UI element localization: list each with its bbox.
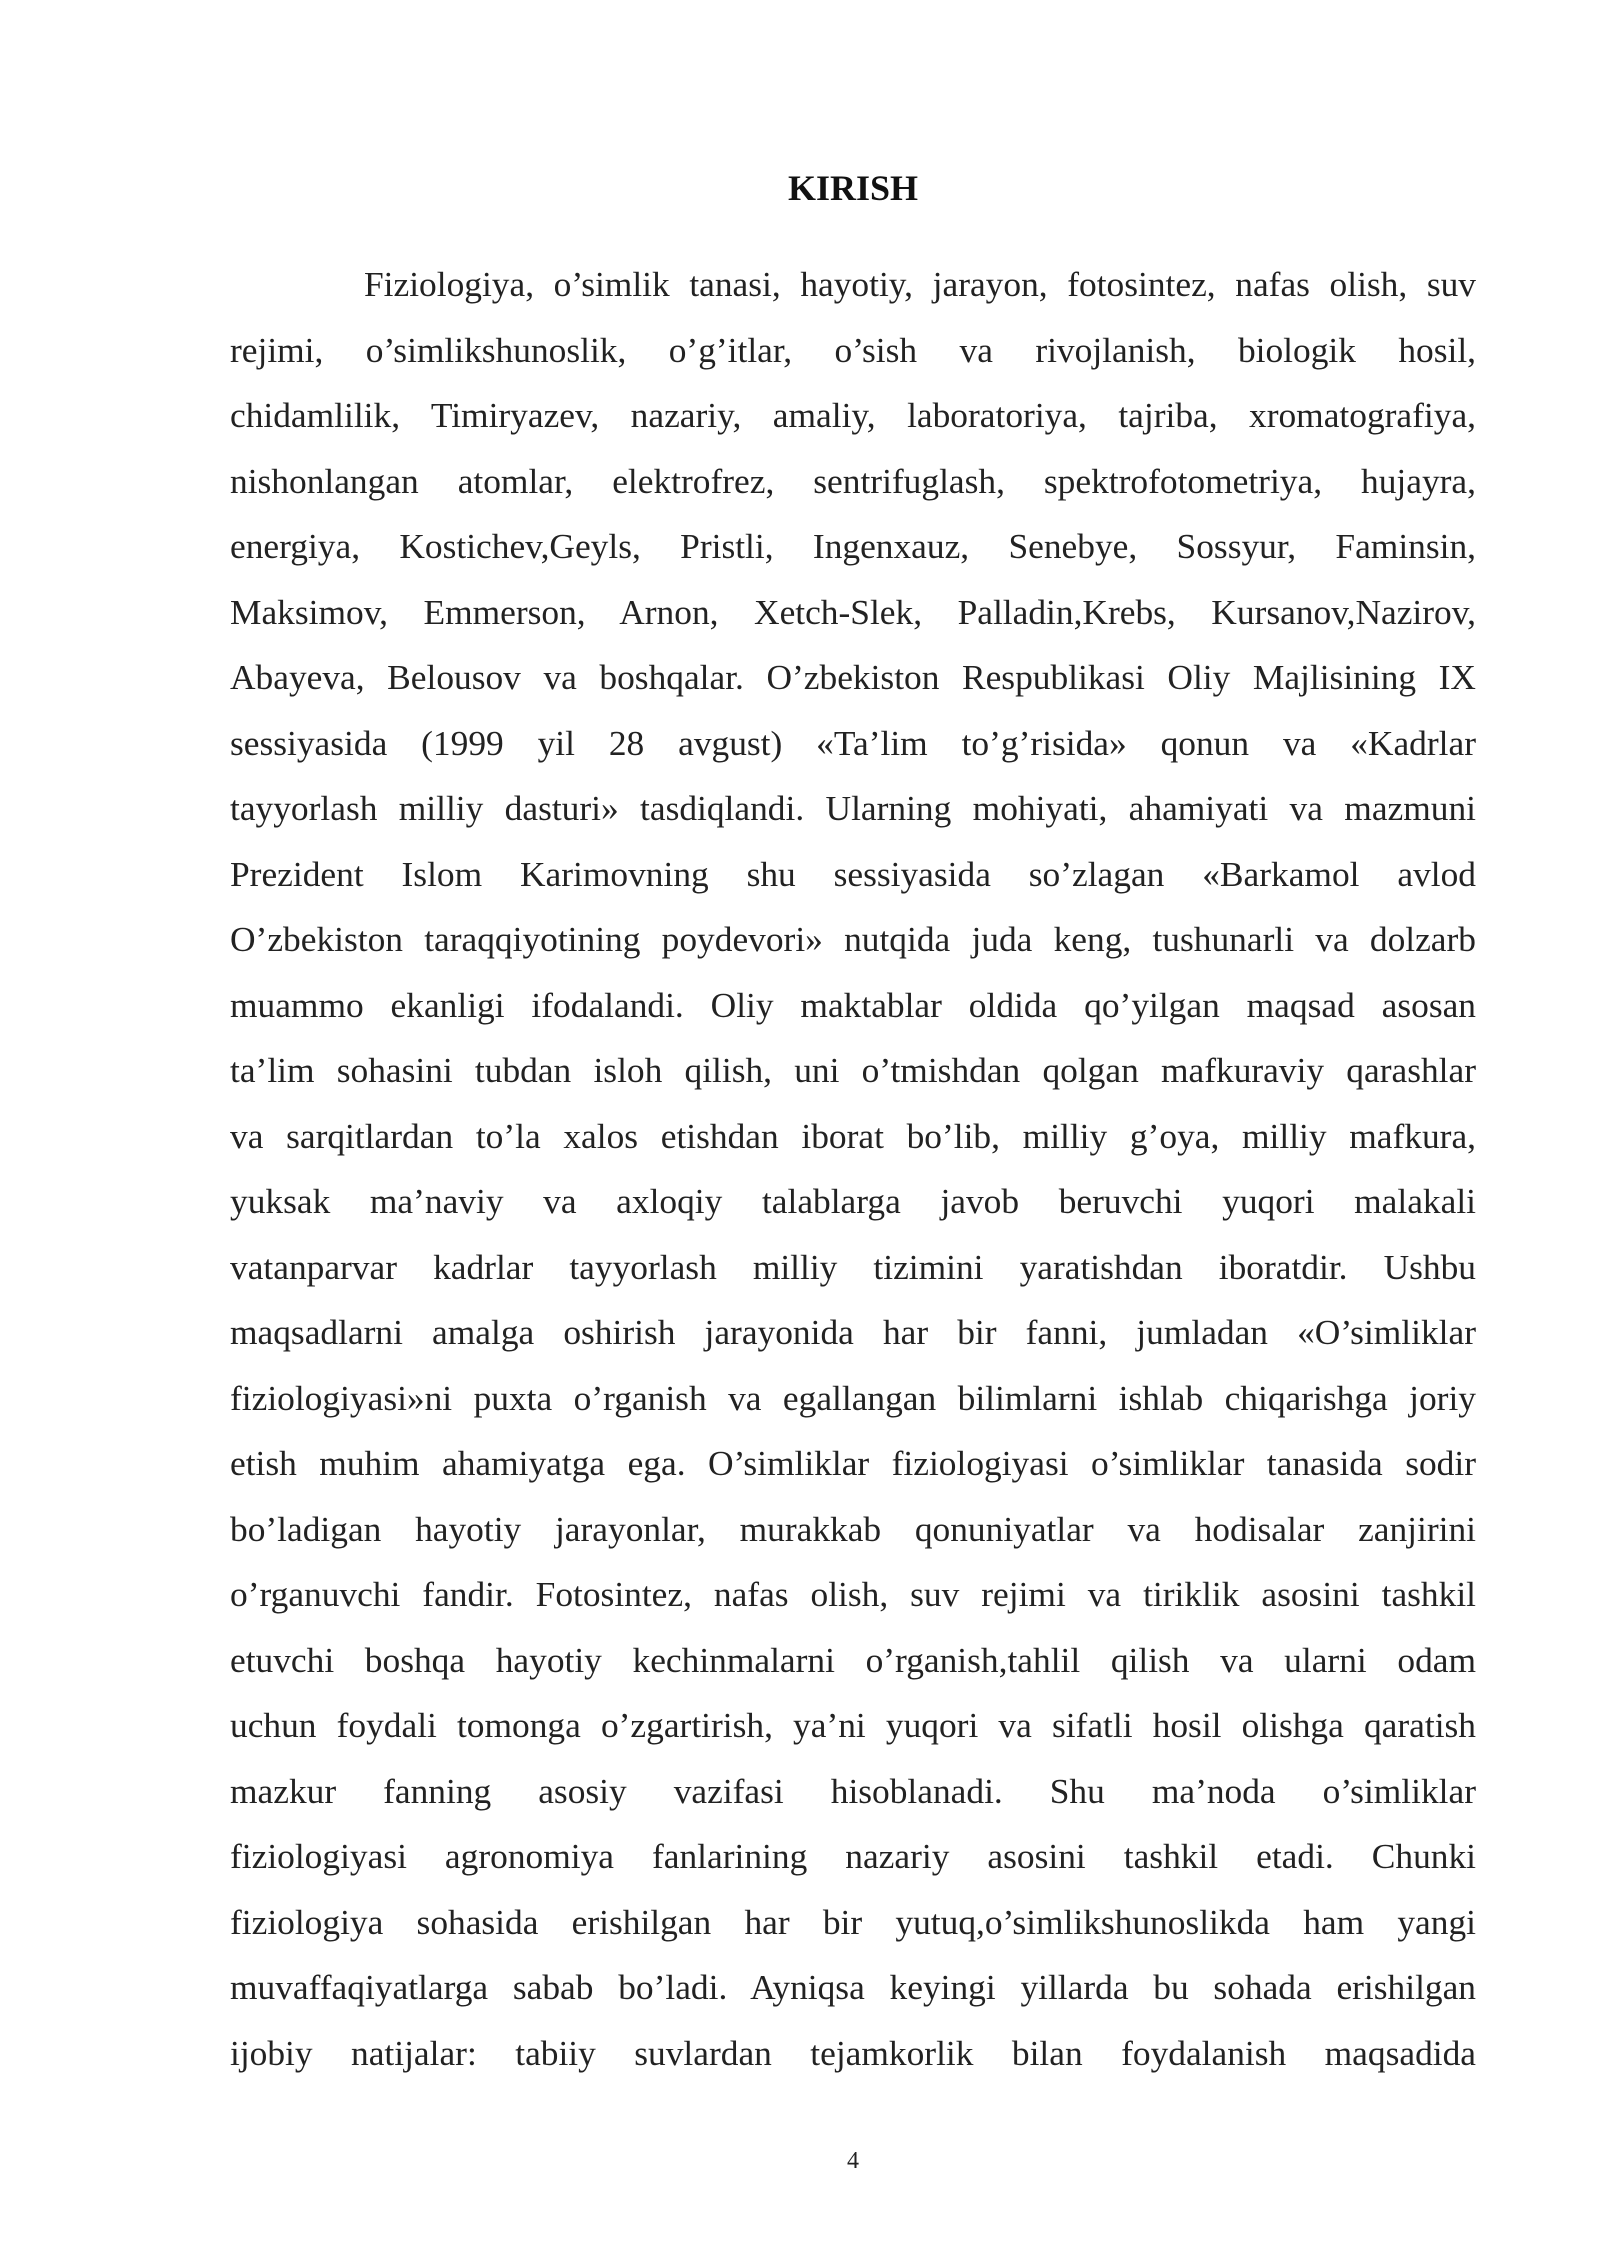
paragraph-line: sessiyasida (1999 yil 28 avgust) «Ta’lim to’g’risida» qonun va «Kadrlar bbox=[230, 722, 1476, 763]
paragraph-line: o’rganuvchi fandir. Fotosintez, nafas olish, suv rejimi va tiriklik asosini tashkil bbox=[230, 1574, 1476, 1614]
body-paragraph bbox=[230, 252, 1476, 2086]
paragraph-line: ta’lim sohasini tubdan isloh qilish, uni o’tmishdan qolgan mafkuraviy qarashlar bbox=[230, 1050, 1476, 1090]
paragraph-line: Fiziologiya, o’simlik tanasi, hayotiy, jarayon, fotosintez, nafas olish, suv bbox=[364, 264, 1476, 304]
paragraph-line: muvaffaqiyatlarga sabab bo’ladi. Ayniqsa keyingi yillarda bu sohada erishilgan bbox=[230, 1967, 1476, 2007]
paragraph-line: rejimi, o’simlikshunoslik, o’g’itlar, o’sish va rivojlanish, biologik hosil, bbox=[230, 329, 1476, 370]
paragraph-line: energiya, Kostichev,Geyls, Pristli, Ingenxauz, Senebye, Sossyur, Faminsin, bbox=[230, 526, 1476, 566]
section-heading: KIRISH bbox=[787, 168, 919, 208]
paragraph-line: uchun foydali tomonga o’zgartirish, ya’ni yuqori va sifatli hosil olishga qaratish bbox=[230, 1705, 1476, 1745]
paragraph-line: nishonlangan atomlar, elektrofrez, sentrifuglash, spektrofotometriya, hujayra, bbox=[230, 460, 1476, 501]
paragraph-line: chidamlilik, Timiryazev, nazariy, amaliy, laboratoriya, tajriba, xromatografiya, bbox=[230, 395, 1476, 435]
paragraph-line: etish muhim ahamiyatga ega. O’simliklar fiziologiyasi o’simliklar tanasida sodir bbox=[230, 1443, 1476, 1483]
page-number: 4 bbox=[847, 2148, 859, 2174]
paragraph-line: ijobiy natijalar: tabiiy suvlardan tejamkorlik bilan foydalanish maqsadida bbox=[230, 2032, 1476, 2073]
paragraph-line: Abayeva, Belousov va boshqalar. O’zbekiston Respublikasi Oliy Majlisining IX bbox=[230, 657, 1476, 697]
paragraph-line: fiziologiya sohasida erishilgan har bir yutuq,o’simlikshunoslikda ham yangi bbox=[230, 1901, 1476, 1942]
paragraph-line: Maksimov, Emmerson, Arnon, Xetch-Slek, Palladin,Krebs, Kursanov,Nazirov, bbox=[230, 591, 1476, 632]
paragraph-line: muammo ekanligi ifodalandi. Oliy maktablar oldida qo’yilgan maqsad asosan bbox=[230, 984, 1476, 1025]
paragraph-line: vatanparvar kadrlar tayyorlash milliy tizimini yaratishdan iboratdir. Ushbu bbox=[230, 1246, 1476, 1287]
paragraph-line: bo’ladigan hayotiy jarayonlar, murakkab qonuniyatlar va hodisalar zanjirini bbox=[230, 1508, 1476, 1549]
paragraph-line: fiziologiyasi agronomiya fanlarining nazariy asosini tashkil etadi. Chunki bbox=[230, 1836, 1476, 1876]
paragraph-line: va sarqitlardan to’la xalos etishdan iborat bo’lib, milliy g’oya, milliy mafkura, bbox=[230, 1115, 1476, 1156]
paragraph-line: maqsadlarni amalga oshirish jarayonida har bir fanni, jumladan «O’simliklar bbox=[230, 1312, 1476, 1352]
paragraph-line: yuksak ma’naviy va axloqiy talablarga javob beruvchi yuqori malakali bbox=[230, 1181, 1476, 1221]
paragraph-line: fiziologiyasi»ni puxta o’rganish va egallangan bilimlarni ishlab chiqarishga joriy bbox=[230, 1377, 1476, 1418]
paragraph-line: etuvchi boshqa hayotiy kechinmalarni o’rganish,tahlil qilish va ularni odam bbox=[230, 1639, 1476, 1680]
paragraph-line: mazkur fanning asosiy vazifasi hisoblanadi. Shu ma’noda o’simliklar bbox=[230, 1770, 1476, 1811]
paragraph-line: Prezident Islom Karimovning shu sessiyasida so’zlagan «Barkamol avlod bbox=[230, 853, 1476, 894]
paragraph-line: O’zbekiston taraqqiyotining poydevori» nutqida juda keng, tushunarli va dolzarb bbox=[230, 919, 1476, 959]
paragraph-line: tayyorlash milliy dasturi» tasdiqlandi. Ularning mohiyati, ahamiyati va mazmuni bbox=[230, 788, 1476, 828]
